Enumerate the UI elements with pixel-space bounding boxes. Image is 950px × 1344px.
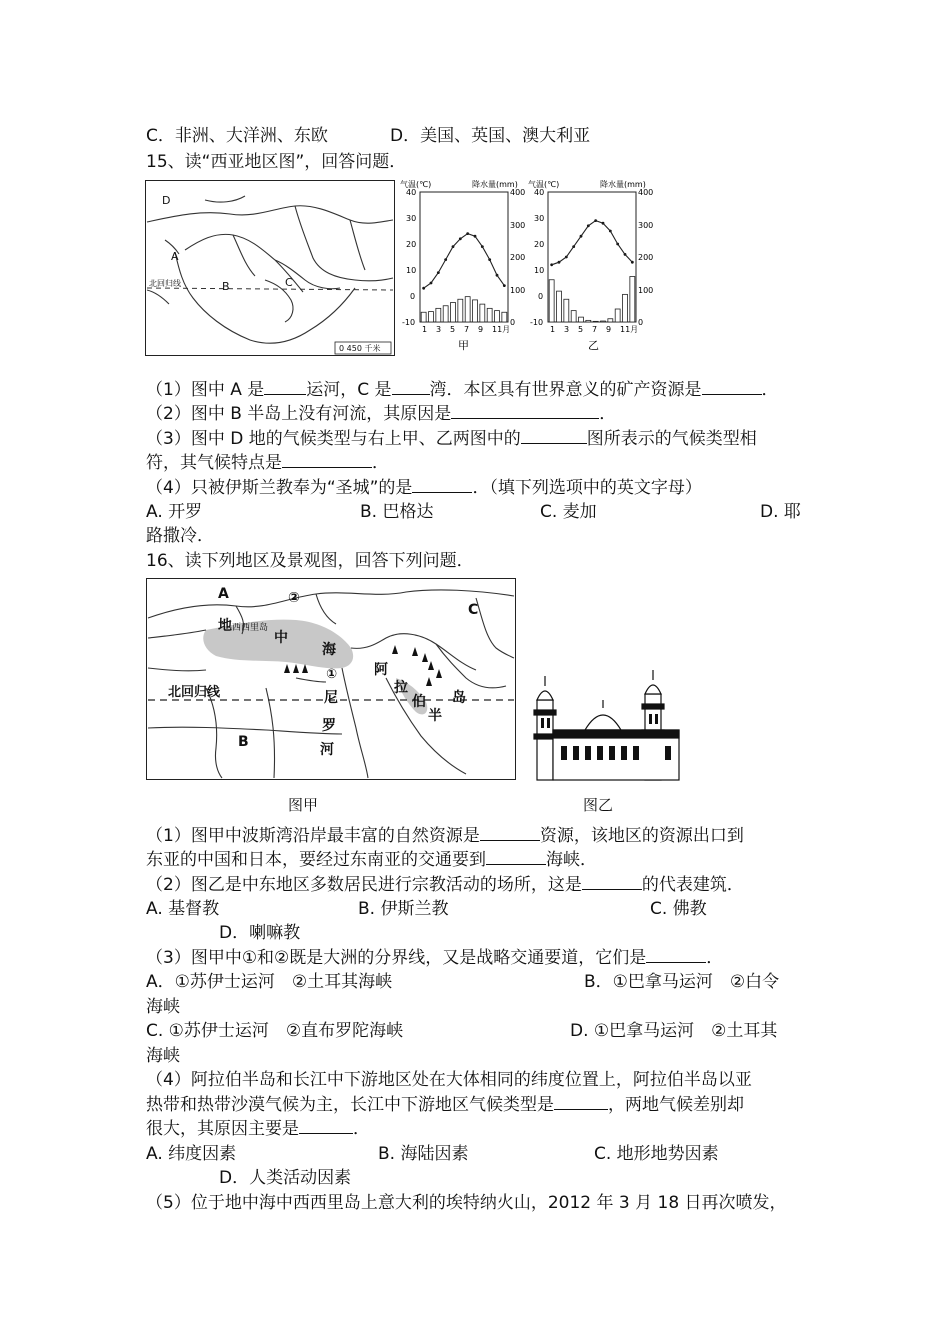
precip-bar <box>593 321 598 322</box>
svg-text:10: 10 <box>406 266 417 275</box>
q16-sub2-option-a: A. 基督教 <box>146 899 220 919</box>
q15-option-d: D. 耶 <box>760 502 801 522</box>
svg-text:200: 200 <box>510 253 526 262</box>
q16-sub4-cont2: 很大，其原因主要是 ． <box>146 1119 370 1139</box>
q16-sub3-option-c: C. ①苏伊士运河 ②直布罗陀海峡 <box>146 1021 404 1041</box>
q16-sub4: （4）阿拉伯半岛和长江中下游地区处在大体相同的纬度位置上，阿拉伯半岛以亚 <box>146 1070 752 1090</box>
precip-bar <box>623 294 628 322</box>
q16-sub2-option-b: B. 伊斯兰教 <box>358 899 449 919</box>
svg-text:0: 0 <box>538 292 544 301</box>
map-label-ni: 尼 <box>324 690 338 706</box>
map-label-zhong: 中 <box>274 630 288 646</box>
q14-option-c: C．非洲、大洋洲、东欧 <box>146 126 328 146</box>
q16-sub4-option-c: C. 地形地势因素 <box>594 1144 719 1164</box>
q16-sub2: （2）图乙是中东地区多数居民进行宗教活动的场所，这是 的代表建筑． <box>146 875 744 895</box>
map-label-a: A <box>218 586 229 602</box>
q15-option-b: B. 巴格达 <box>360 502 434 522</box>
precip-bar <box>608 319 613 322</box>
q15-option-a: A. 开罗 <box>146 502 203 522</box>
svg-text:20: 20 <box>534 240 545 249</box>
svg-text:1: 1 <box>550 325 556 334</box>
q16-title: 16、读下列地区及景观图，回答下列问题． <box>146 551 474 571</box>
map-scale: 0 450 千米 <box>339 344 381 353</box>
svg-text:300: 300 <box>638 221 654 230</box>
climate-chart-yi <box>528 178 656 352</box>
temp-axis-label: 气温(℃) <box>400 180 432 189</box>
precip-bar <box>564 299 569 322</box>
q16-sub3-option-b-cont: 海峡 <box>146 997 180 1017</box>
q16-sub5: （5）位于地中海中西西里岛上意大利的埃特纳火山，2012 年 3 月 18 日再次喷发， <box>146 1193 787 1213</box>
svg-text:400: 400 <box>638 188 654 197</box>
map-label-a2: 阿 <box>374 662 388 678</box>
map-label-dao: 岛 <box>452 690 466 706</box>
precip-bar <box>458 299 463 322</box>
svg-text:9: 9 <box>606 325 612 334</box>
map-label-2: ② <box>288 590 300 606</box>
svg-text:1: 1 <box>422 325 428 334</box>
map-label-c: C <box>468 602 479 618</box>
precip-bar <box>549 280 554 322</box>
svg-text:7: 7 <box>592 325 598 334</box>
svg-text:400: 400 <box>510 188 526 197</box>
precip-bar <box>465 297 470 322</box>
middle-east-map <box>146 578 516 780</box>
svg-text:11月: 11月 <box>492 325 511 334</box>
q16-sub2-option-d: D．喇嘛教 <box>219 923 301 943</box>
map-label-a: A <box>171 250 179 263</box>
precip-bar <box>429 312 434 322</box>
precip-axis-label: 降水量(mm) <box>472 180 518 189</box>
tropic-label: 北回归线 <box>168 685 221 700</box>
q16-sub3-option-d: D. ①巴拿马运河 ②土耳其 <box>570 1021 778 1041</box>
climate-chart-jia <box>400 178 528 352</box>
q16-sub3-option-d-cont: 海峡 <box>146 1046 180 1066</box>
precip-bar <box>579 317 584 322</box>
map-label-b: B <box>238 734 249 750</box>
west-asia-map <box>145 180 395 356</box>
q16-sub4-option-b: B. 海陆因素 <box>378 1144 469 1164</box>
map-label-hai: 海 <box>322 642 336 658</box>
q14-option-d: D．美国、英国、澳大利亚 <box>390 126 591 146</box>
precip-bar <box>436 308 441 322</box>
svg-text:气温(℃): 气温(℃) <box>528 180 560 189</box>
svg-text:5: 5 <box>450 325 456 334</box>
q15-sub1: （1）图中 A 是 运河，C 是 湾．本区具有世界意义的矿产资源是 ． <box>146 380 779 400</box>
precip-bar <box>601 321 606 322</box>
svg-text:40: 40 <box>406 188 417 197</box>
q16-sub4-option-d: D．人类活动因素 <box>219 1168 352 1188</box>
precip-bar <box>615 309 620 322</box>
svg-text:100: 100 <box>638 286 654 295</box>
svg-text:30: 30 <box>406 214 417 223</box>
precip-bar <box>557 291 562 322</box>
figure-caption-jia: 图甲 <box>288 796 319 814</box>
q16-sub1-cont: 东亚的中国和日本，要经过东南亚的交通要到 海峡． <box>146 850 597 870</box>
precip-bar <box>502 312 507 322</box>
svg-text:40: 40 <box>534 188 545 197</box>
svg-text:-10: -10 <box>402 318 416 327</box>
q16-sub1: （1）图甲中波斯湾沿岸最丰富的自然资源是 资源，该地区的资源出口到 <box>146 826 744 846</box>
svg-text:30: 30 <box>534 214 545 223</box>
tropic-label: 北回归线 <box>149 279 181 288</box>
precip-bar <box>473 300 478 322</box>
svg-text:300: 300 <box>510 221 526 230</box>
map-label-d: D <box>162 194 171 207</box>
map-label-b: B <box>222 280 230 293</box>
svg-text:9: 9 <box>478 325 484 334</box>
chart-label-jia: 甲 <box>458 339 469 352</box>
precip-bar <box>443 306 448 322</box>
map-label-he: 河 <box>320 742 334 758</box>
q16-sub3-option-b: B．①巴拿马运河 ②白令 <box>584 972 780 992</box>
q15-sub3: （3）图中 D 地的气候类型与右上甲、乙两图中的 图所表示的气候类型相 <box>146 429 757 449</box>
map-label-c: C <box>285 276 293 289</box>
svg-text:0: 0 <box>638 318 644 327</box>
precip-bar <box>630 277 635 323</box>
svg-text:3: 3 <box>436 325 442 334</box>
q15-option-c: C. 麦加 <box>540 502 597 522</box>
map-label-sicily: 西西里岛 <box>232 623 269 633</box>
svg-text:3: 3 <box>564 325 570 334</box>
q16-sub4-option-a: A. 纬度因素 <box>146 1144 237 1164</box>
svg-text:5: 5 <box>578 325 584 334</box>
svg-text:11月: 11月 <box>620 325 639 334</box>
map-label-1: ① <box>326 667 338 682</box>
svg-text:-10: -10 <box>530 318 544 327</box>
svg-text:100: 100 <box>510 286 526 295</box>
q16-sub3: （3）图甲中①和②既是大洲的分界线，又是战略交通要道，它们是 ． <box>146 948 724 968</box>
precip-bar <box>421 312 426 322</box>
svg-text:0: 0 <box>410 292 416 301</box>
map-label-la: 拉 <box>394 680 408 696</box>
figure-caption-yi: 图乙 <box>583 796 614 814</box>
svg-text:200: 200 <box>638 253 654 262</box>
map-label-luo: 罗 <box>322 718 336 734</box>
precip-bar <box>480 304 485 322</box>
svg-text:20: 20 <box>406 240 417 249</box>
chart-label-yi: 乙 <box>588 339 599 352</box>
precip-bar <box>487 308 492 322</box>
precip-bar <box>495 311 500 322</box>
q15-title: 15、读“西亚地区图”，回答问题． <box>146 152 407 172</box>
svg-text:7: 7 <box>464 325 470 334</box>
q16-sub4-cont: 热带和热带沙漠气候为主，长江中下游地区气候类型是 ，两地气候差别却 <box>146 1095 744 1115</box>
svg-text:10: 10 <box>534 266 545 275</box>
svg-text:0: 0 <box>510 318 516 327</box>
map-label-bo: 伯 <box>412 694 426 710</box>
precip-bar <box>451 303 456 323</box>
svg-text:降水量(mm): 降水量(mm) <box>600 180 646 189</box>
map-label-ban: 半 <box>428 708 442 724</box>
map-label-di: 地 <box>218 618 232 634</box>
q16-sub3-option-a: A．①苏伊士运河 ②土耳其海峡 <box>146 972 393 992</box>
q15-option-d-cont: 路撒冷． <box>146 526 214 546</box>
q15-sub2: （2）图中 B 半岛上没有河流，其原因是 ． <box>146 404 617 424</box>
q15-sub3-cont: 符，其气候特点是 ． <box>146 453 389 473</box>
precip-bar <box>586 320 591 322</box>
q16-sub2-option-c: C. 佛教 <box>650 899 707 919</box>
precip-bar <box>571 311 576 322</box>
q15-sub4: （4）只被伊斯兰教奉为“圣城”的是 ．（填下列选项中的英文字母） <box>146 478 702 498</box>
mosque-illustration <box>525 670 681 782</box>
